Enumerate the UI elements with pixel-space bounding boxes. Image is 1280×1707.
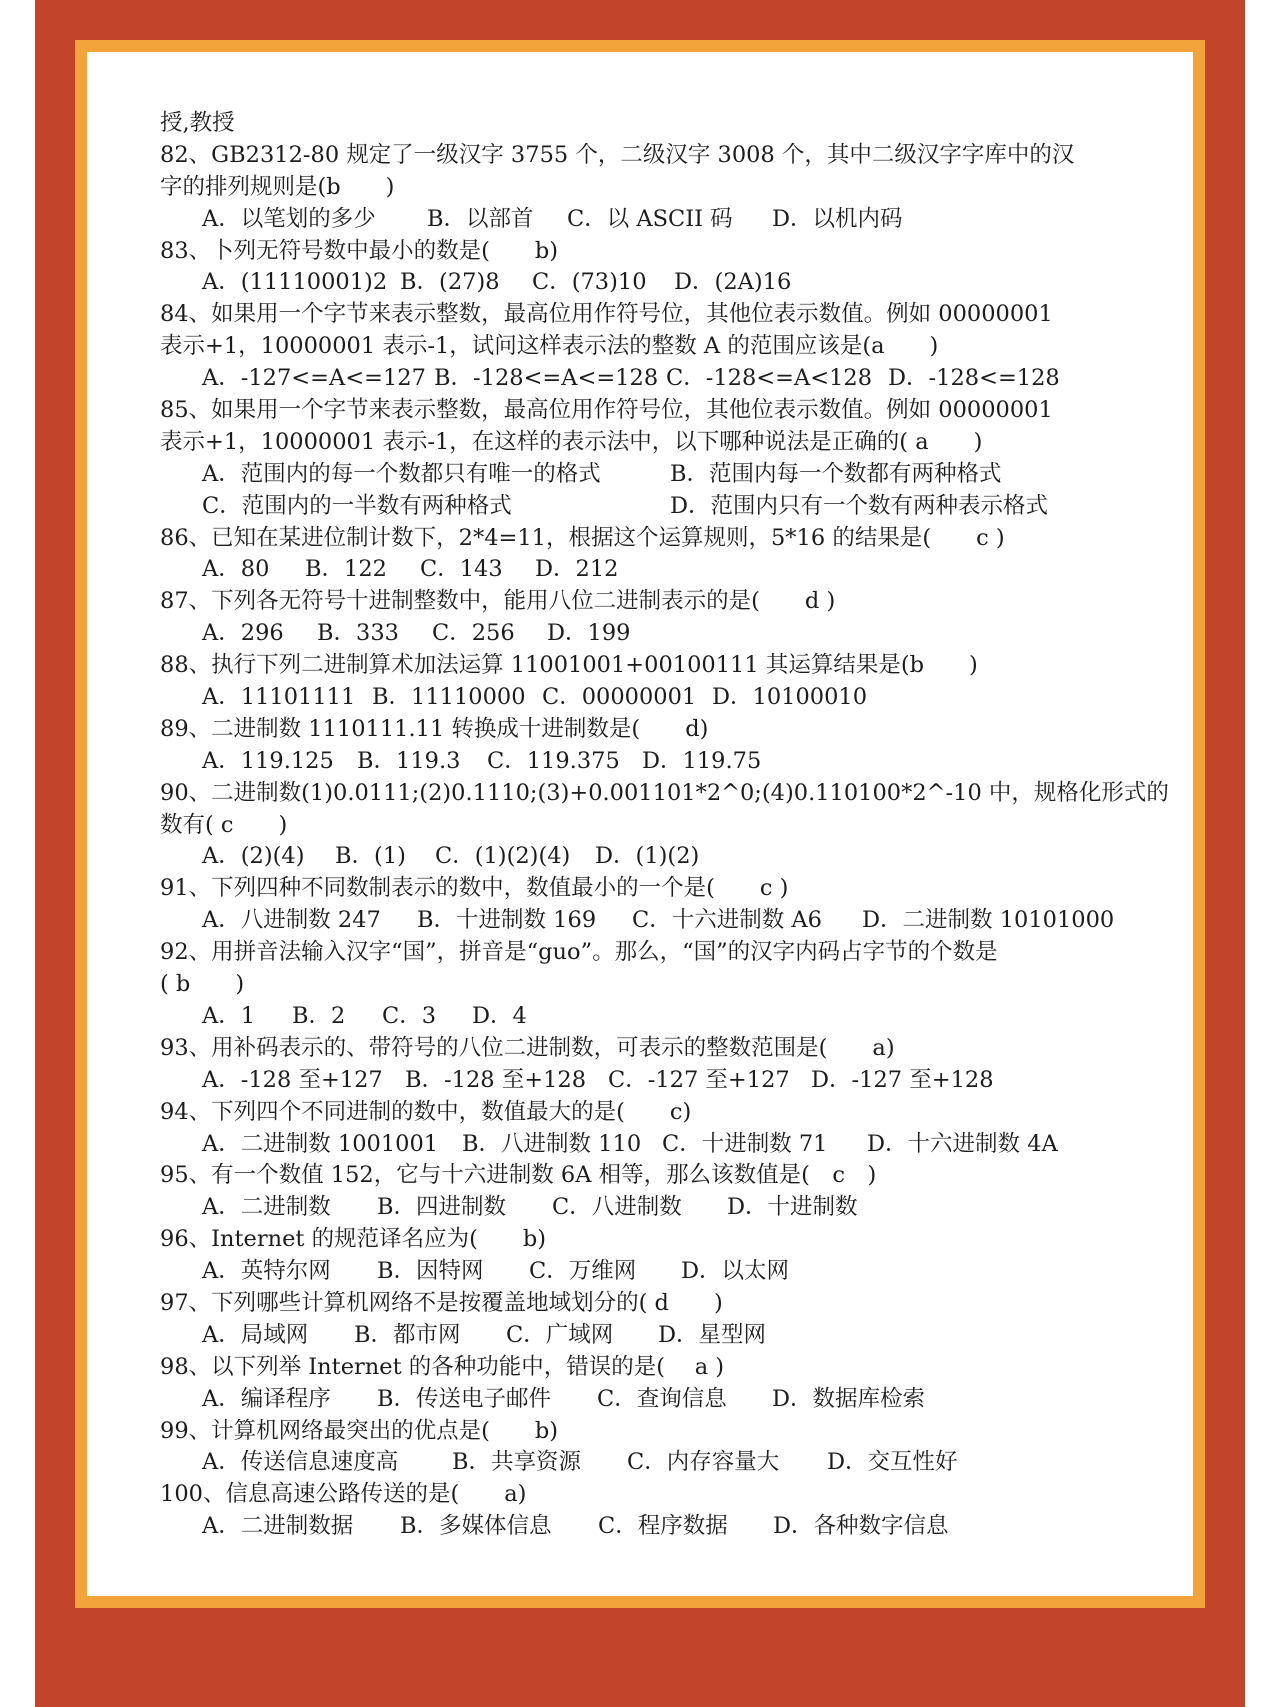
options-line xyxy=(160,841,1100,873)
options-line xyxy=(160,618,1100,650)
option-item: D．4 xyxy=(472,1002,527,1029)
question-line: 84、如果用一个字节来表示整数，最高位用作符号位，其他位表示数值。例如 00000001 xyxy=(160,301,1053,328)
question-line: 字的排列规则是(b ) xyxy=(160,173,395,200)
option-item: A．英特尔网 xyxy=(202,1258,331,1285)
option-item: D．119.75 xyxy=(642,747,762,774)
question-line: 86、已知在某进位制计数下，2*4=11，根据这个运算规则，5*16 的结果是( c ) xyxy=(160,524,1005,551)
option-item: B．11110000 xyxy=(372,684,526,711)
option-item: C．十六进制数 A6 xyxy=(632,907,822,934)
option-item: C．查询信息 xyxy=(597,1385,727,1412)
options-line xyxy=(160,1320,1100,1352)
option-item: B．119.3 xyxy=(357,747,461,774)
option-item: C．119.375 xyxy=(487,747,620,774)
question-line: 96、Internet 的规范译名应为( b) xyxy=(160,1226,547,1253)
option-item: D．星型网 xyxy=(658,1321,767,1348)
option-item: C．00000001 xyxy=(542,684,697,711)
option-item: C．程序数据 xyxy=(598,1513,728,1540)
option-item: B．-128 至+128 xyxy=(405,1066,587,1093)
options-line xyxy=(160,459,1100,491)
option-item: C．256 xyxy=(432,620,515,647)
options-line xyxy=(160,1256,1100,1288)
options-line xyxy=(160,267,1100,299)
option-item: A．局域网 xyxy=(202,1321,309,1348)
option-item: D．交互性好 xyxy=(827,1449,958,1476)
option-item: C．以 ASCII 码 xyxy=(567,205,733,232)
options-line xyxy=(160,905,1115,937)
question-line: ( b ) xyxy=(160,971,245,998)
option-item: B．共享资源 xyxy=(452,1449,582,1476)
option-item: D．-128<=128 xyxy=(888,365,1060,392)
question-line: 99、计算机网络最突出的优点是( b) xyxy=(160,1417,559,1444)
option-item: A．二进制数 1001001 xyxy=(202,1130,439,1157)
question-line: 授,教授 xyxy=(160,110,235,136)
question-line: 95、有一个数值 152，它与十六进制数 6A 相等，那么该数值是( c ) xyxy=(160,1162,877,1189)
option-item: A．11101111 xyxy=(202,684,356,711)
question-line: 85、如果用一个字节来表示整数，最高位用作符号位，其他位表示数值。例如 00000001 xyxy=(160,397,1053,424)
question-line: 92、用拼音法输入汉字“国”，拼音是“guo”。那么，“国”的汉字内码占字节的个数是 xyxy=(160,939,998,966)
options-line xyxy=(160,1447,1100,1479)
option-item: A．二进制数 xyxy=(202,1194,331,1221)
options-line xyxy=(160,1129,1100,1161)
question-line: 90、二进制数(1)0.0111;(2)0.1110;(3)+0.001101*2^0;(4)0.110100*2^-10 中，规格化形式的 xyxy=(160,779,1169,806)
option-item: C．143 xyxy=(420,556,503,583)
options-line xyxy=(160,1511,1100,1543)
option-item: B．122 xyxy=(305,556,387,583)
option-item: C．广域网 xyxy=(506,1321,614,1348)
option-item: A．范围内的每一个数都只有唯一的格式 xyxy=(202,460,601,487)
options-line xyxy=(160,1001,1100,1033)
option-item: D．十进制数 xyxy=(727,1194,858,1221)
option-item: C．-128<=A<128 xyxy=(666,365,873,392)
option-item: C．(1)(2)(4) xyxy=(435,843,571,870)
option-item: B．范围内每一个数都有两种格式 xyxy=(670,460,1002,487)
options-line xyxy=(160,682,1100,714)
option-item: C．范围内的一半数有两种格式 xyxy=(202,492,512,519)
option-item: A．1 xyxy=(202,1002,256,1029)
question-list xyxy=(160,108,1169,1543)
option-item: C．-127 至+127 xyxy=(608,1066,790,1093)
question-line: 93、用补码表示的、带符号的八位二进制数，可表示的整数范围是( a) xyxy=(160,1034,895,1061)
options-line xyxy=(160,491,1100,523)
option-item: C．(73)10 xyxy=(532,269,647,296)
option-item: D．数据库检索 xyxy=(772,1385,926,1412)
options-line xyxy=(160,363,1100,395)
option-item: D．范围内只有一个数有两种表示格式 xyxy=(670,492,1049,519)
option-item: B．多媒体信息 xyxy=(400,1513,552,1540)
option-item: A．传送信息速度高 xyxy=(202,1449,399,1476)
question-line: 82、GB2312-80 规定了一级汉字 3755 个，二级汉字 3008 个，其中二级汉字字库中的汉 xyxy=(160,141,1075,168)
question-line: 97、下列哪些计算机网络不是按覆盖地域划分的( d ) xyxy=(160,1289,723,1316)
option-item: A．119.125 xyxy=(202,747,334,774)
option-item: B．(1) xyxy=(335,843,406,870)
option-item: C．万维网 xyxy=(529,1258,637,1285)
question-line: 表示+1，10000001 表示-1，试问这样表示法的整数 A 的范围应该是(a ) xyxy=(160,333,939,360)
option-item: B．都市网 xyxy=(354,1321,461,1348)
option-item: B．十进制数 169 xyxy=(417,907,597,934)
option-item: A．编译程序 xyxy=(202,1385,331,1412)
option-item: C．3 xyxy=(382,1002,437,1029)
option-item: D．(2A)16 xyxy=(674,269,792,296)
question-line: 83、卜列无符号数中最小的数是( b) xyxy=(160,237,559,264)
option-item: A．-127<=A<=127 xyxy=(202,365,426,392)
question-line: 100、信息高速公路传送的是( a) xyxy=(160,1481,527,1508)
question-line: 表示+1，10000001 表示-1，在这样的表示法中，以下哪种说法是正确的( a ) xyxy=(160,428,983,455)
option-item: D．以太网 xyxy=(681,1258,790,1285)
option-item: B．因特网 xyxy=(377,1258,484,1285)
options-line xyxy=(160,1384,1100,1416)
option-item: D．-127 至+128 xyxy=(811,1066,994,1093)
question-line: 87、下列各无符号十进制整数中，能用八位二进制表示的是( d ) xyxy=(160,588,836,615)
option-item: B．四进制数 xyxy=(377,1194,507,1221)
question-line: 数有( c ) xyxy=(160,811,288,838)
options-line xyxy=(160,554,1100,586)
option-item: A．296 xyxy=(202,620,284,647)
option-item: A．以笔划的多少 xyxy=(202,205,376,232)
options-line xyxy=(160,204,1100,236)
option-item: D．各种数字信息 xyxy=(773,1513,949,1540)
option-item: D．二进制数 10101000 xyxy=(862,907,1115,934)
option-item: B．(27)8 xyxy=(400,269,500,296)
option-item: A．二进制数据 xyxy=(202,1513,354,1540)
option-item: B．以部首 xyxy=(427,205,534,232)
question-line: 98、以下列举 Internet 的各种功能中，错误的是( a ) xyxy=(160,1353,725,1380)
option-item: B．传送电子邮件 xyxy=(377,1385,552,1412)
question-line: 88、执行下列二进制算术加法运算 11001001+00100111 其运算结果是(b ) xyxy=(160,652,978,679)
option-item: C．内存容量大 xyxy=(627,1449,780,1476)
option-item: B．-128<=A<=128 xyxy=(434,365,659,392)
option-item: D．212 xyxy=(535,556,619,583)
question-line: 94、下列四个不同进制的数中，数值最大的是( c) xyxy=(160,1098,692,1125)
option-item: B．2 xyxy=(292,1002,346,1029)
options-line xyxy=(160,1065,1100,1097)
question-line: 89、二进制数 1110111.11 转换成十进制数是( d) xyxy=(160,715,709,742)
option-item: C．十进制数 71 xyxy=(662,1130,828,1157)
option-item: D．10100010 xyxy=(712,684,868,711)
option-item: D．十六进制数 4A xyxy=(867,1130,1058,1157)
option-item: D．(1)(2) xyxy=(595,843,700,870)
option-item: A．(11110001)2 xyxy=(202,269,388,296)
option-item: A．八进制数 247 xyxy=(202,907,381,934)
options-line xyxy=(160,1192,1100,1224)
option-item: B．八进制数 110 xyxy=(462,1130,642,1157)
option-item: A．(2)(4) xyxy=(202,843,305,870)
option-item: D．199 xyxy=(547,620,631,647)
option-item: D．以机内码 xyxy=(772,205,903,232)
options-line xyxy=(160,746,1100,778)
question-line: 91、下列四种不同数制表示的数中，数值最小的一个是( c ) xyxy=(160,875,789,902)
option-item: B．333 xyxy=(317,620,399,647)
option-item: A．-128 至+127 xyxy=(202,1066,383,1093)
option-item: A．80 xyxy=(202,556,270,583)
option-item: C．八进制数 xyxy=(552,1194,682,1221)
